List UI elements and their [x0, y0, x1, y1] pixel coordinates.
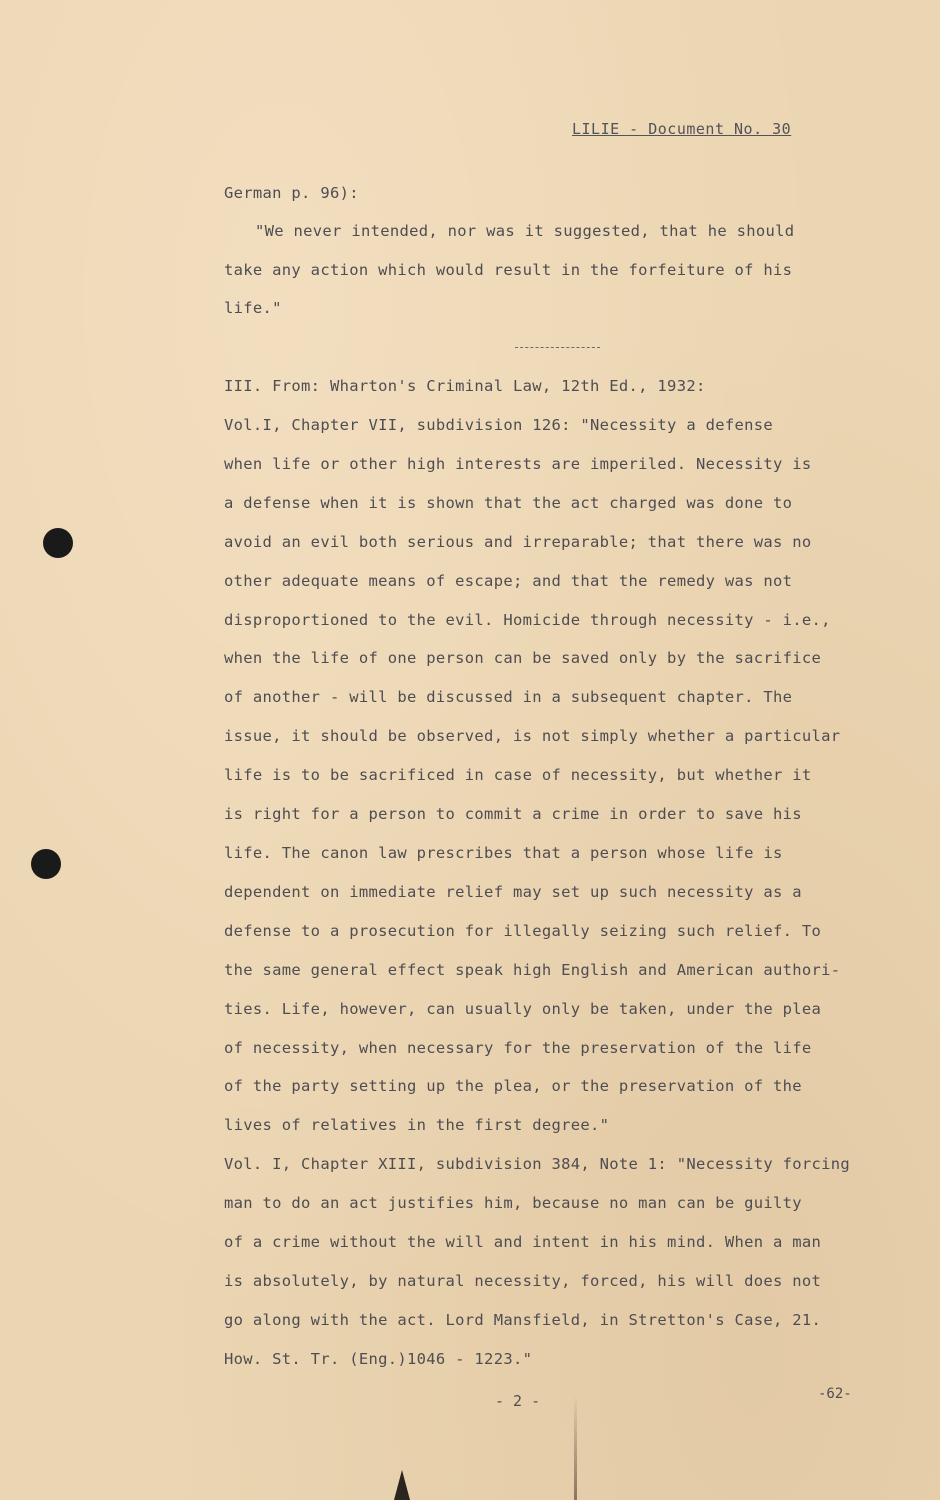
- text-line: Vol.I, Chapter VII, subdivision 126: "Necessity a defense: [224, 416, 774, 434]
- text-line: How. St. Tr. (Eng.)1046 - 1223.": [224, 1350, 533, 1368]
- document-reference: LILIE - Document No. 30: [572, 120, 792, 138]
- text-line: German p. 96):: [224, 184, 359, 202]
- text-line: avoid an evil both serious and irreparable; that there was no: [224, 533, 812, 551]
- page-number: - 2 -: [495, 1392, 541, 1410]
- text-line: the same general effect speak high English and American authori-: [224, 961, 841, 979]
- sheet-number: -62-: [818, 1386, 852, 1402]
- text-line: of another - will be discussed in a subsequent chapter. The: [224, 688, 793, 706]
- section-divider: [515, 347, 600, 348]
- text-line: is absolutely, by natural necessity, forced, his will does not: [224, 1272, 822, 1290]
- text-line: life.": [224, 299, 282, 317]
- paper-tear: [574, 1395, 577, 1500]
- text-line: of a crime without the will and intent in his mind. When a man: [224, 1233, 822, 1251]
- text-line: Vol. I, Chapter XIII, subdivision 384, Note 1: "Necessity forcing: [224, 1155, 851, 1173]
- text-line: man to do an act justifies him, because no man can be guilty: [224, 1194, 802, 1212]
- text-line: dependent on immediate relief may set up such necessity as a: [224, 883, 802, 901]
- text-line: ties. Life, however, can usually only be taken, under the plea: [224, 1000, 822, 1018]
- text-line: other adequate means of escape; and that the remedy was not: [224, 572, 793, 590]
- paper-tear: [394, 1470, 410, 1500]
- text-line: lives of relatives in the first degree.": [224, 1116, 610, 1134]
- text-line: of necessity, when necessary for the preservation of the life: [224, 1039, 812, 1057]
- text-line: is right for a person to commit a crime in order to save his: [224, 805, 802, 823]
- text-line: go along with the act. Lord Mansfield, in Stretton's Case, 21.: [224, 1311, 822, 1329]
- text-line: when life or other high interests are imperiled. Necessity is: [224, 455, 812, 473]
- text-line: life is to be sacrificed in case of necessity, but whether it: [224, 766, 812, 784]
- text-line: disproportioned to the evil. Homicide through necessity - i.e.,: [224, 611, 831, 629]
- punch-hole: [31, 849, 61, 879]
- text-line: a defense when it is shown that the act charged was done to: [224, 494, 793, 512]
- punch-hole: [43, 528, 73, 558]
- text-line: when the life of one person can be saved only by the sacrifice: [224, 649, 822, 667]
- text-line: life. The canon law prescribes that a person whose life is: [224, 844, 783, 862]
- text-line: take any action which would result in the forfeiture of his: [224, 261, 793, 279]
- text-line: issue, it should be observed, is not simply whether a particular: [224, 727, 841, 745]
- text-line: "We never intended, nor was it suggested, that he should: [255, 222, 795, 240]
- text-line: of the party setting up the plea, or the preservation of the: [224, 1077, 802, 1095]
- text-line: defense to a prosecution for illegally seizing such relief. To: [224, 922, 822, 940]
- section-heading: III. From: Wharton's Criminal Law, 12th Ed., 1932:: [224, 377, 706, 395]
